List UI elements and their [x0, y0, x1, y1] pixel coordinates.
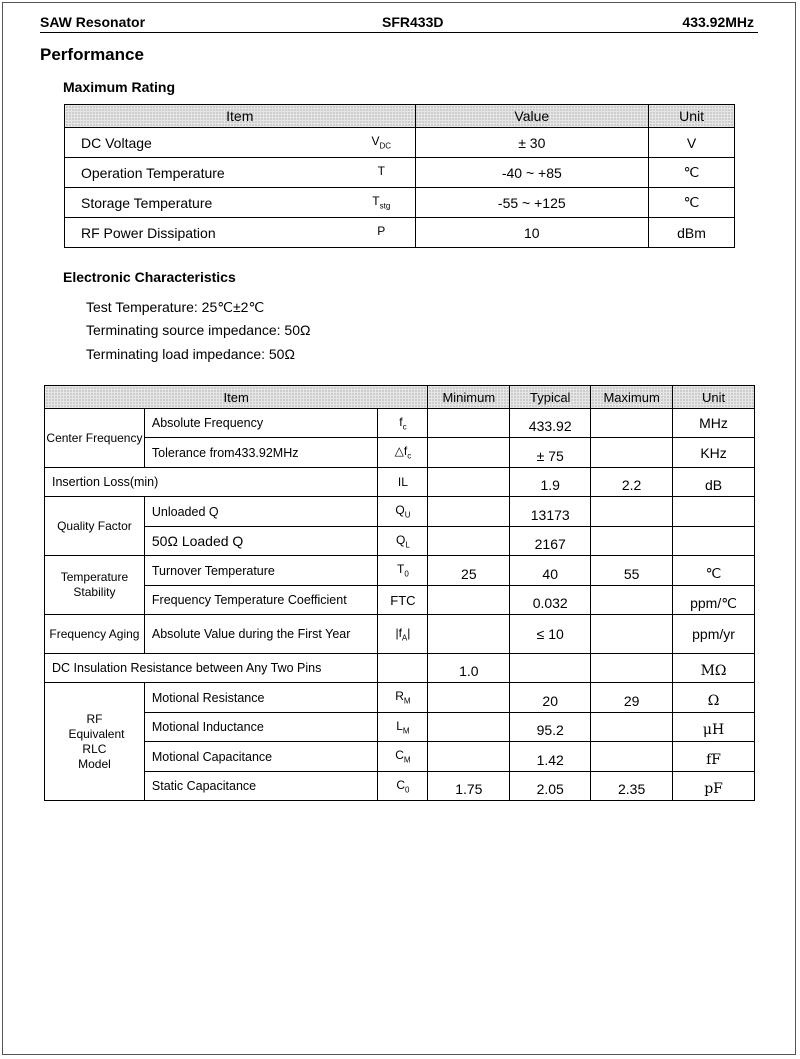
- table-row: [45, 654, 755, 683]
- max-rating-table: [64, 104, 735, 248]
- param-name: Motional Capacitance: [144, 742, 378, 772]
- min-value: [428, 497, 510, 527]
- param-name: Tolerance from433.92MHz: [144, 438, 378, 468]
- param-name: Insertion Loss(min): [45, 468, 378, 497]
- unit-value: [673, 527, 755, 556]
- typ-value: 95.2: [510, 713, 591, 742]
- rating-value: -55 ~ +125: [415, 188, 649, 218]
- max-value: [591, 586, 673, 615]
- param-name: Static Capacitance: [144, 772, 378, 801]
- typ-value: ± 75: [510, 438, 591, 468]
- table-row: [65, 188, 735, 218]
- rating-item: Operation Temperature: [65, 158, 349, 188]
- table-row: [65, 218, 735, 248]
- max-value: 2.35: [591, 772, 673, 801]
- unit-value: [673, 497, 755, 527]
- max-value: [591, 713, 673, 742]
- page-header: [40, 12, 758, 33]
- table-row: [45, 468, 755, 497]
- electronic-table: [44, 385, 755, 801]
- max-value: [591, 409, 673, 438]
- rating-item: Storage Temperature: [65, 188, 349, 218]
- table-row: [45, 527, 755, 556]
- typ-value: 1.42: [510, 742, 591, 772]
- rating-item: DC Voltage: [65, 128, 349, 158]
- min-value: [428, 713, 510, 742]
- rating-symbol: P: [348, 218, 415, 248]
- header-unit: Unit: [649, 105, 735, 128]
- rating-value: ± 30: [415, 128, 649, 158]
- unit-value: pF: [673, 772, 755, 801]
- typ-value: ≤ 10: [510, 615, 591, 654]
- unit-value: ppm/℃: [673, 586, 755, 615]
- param-name: Unloaded Q: [144, 497, 378, 527]
- max-value: [591, 438, 673, 468]
- table-row: [65, 158, 735, 188]
- param-symbol: $f_c$: [378, 409, 428, 438]
- rating-value: -40 ~ +85: [415, 158, 649, 188]
- rating-item: RF Power Dissipation: [65, 218, 349, 248]
- header-item: Item: [65, 105, 416, 128]
- header-max: Maximum: [591, 386, 673, 409]
- min-value: [428, 438, 510, 468]
- table-row: [45, 497, 755, 527]
- max-value: [591, 497, 673, 527]
- table-row: [45, 713, 755, 742]
- param-symbol: $Q_U$: [378, 497, 428, 527]
- param-symbol: $T_0$: [378, 556, 428, 586]
- max-rating-title: Maximum Rating: [63, 79, 176, 95]
- table-row: [45, 615, 755, 654]
- param-symbol: [378, 654, 428, 683]
- rating-value: 10: [415, 218, 649, 248]
- unit-value: Ω: [673, 683, 755, 713]
- table-row: [45, 772, 755, 801]
- group-label: Frequency Aging: [45, 615, 145, 654]
- min-value: 1.0: [428, 654, 510, 683]
- max-value: 29: [591, 683, 673, 713]
- max-value: 55: [591, 556, 673, 586]
- param-name: Turnover Temperature: [144, 556, 378, 586]
- rating-symbol: T: [348, 158, 415, 188]
- min-value: 25: [428, 556, 510, 586]
- min-value: [428, 527, 510, 556]
- group-label: Temperature Stability: [45, 556, 145, 615]
- typ-value: 1.9: [510, 468, 591, 497]
- param-name: Absolute Value during the First Year: [144, 615, 378, 654]
- typ-value: 433.92: [510, 409, 591, 438]
- unit-value: μH: [673, 713, 755, 742]
- rating-unit: ℃: [649, 158, 735, 188]
- unit-value: MΩ: [673, 654, 755, 683]
- max-value: 2.2: [591, 468, 673, 497]
- unit-value: MHz: [673, 409, 755, 438]
- max-value: [591, 654, 673, 683]
- param-symbol: FTC: [378, 586, 428, 615]
- max-value: [591, 742, 673, 772]
- table-row: [45, 586, 755, 615]
- table-row: [45, 742, 755, 772]
- min-value: [428, 683, 510, 713]
- max-value: [591, 615, 673, 654]
- typ-value: 2167: [510, 527, 591, 556]
- param-name: Motional Resistance: [144, 683, 378, 713]
- min-value: [428, 468, 510, 497]
- unit-value: ppm/yr: [673, 615, 755, 654]
- table-row: [45, 683, 755, 713]
- table-row: [45, 556, 755, 586]
- test-condition: Terminating load impedance: 50Ω: [86, 346, 295, 362]
- param-symbol: $C_M$: [378, 742, 428, 772]
- table-row: [45, 438, 755, 468]
- param-symbol: IL: [378, 468, 428, 497]
- param-name: DC Insulation Resistance between Any Two Pins: [45, 654, 378, 683]
- param-name: Frequency Temperature Coefficient: [144, 586, 378, 615]
- test-condition: Terminating source impedance: 50Ω: [86, 322, 311, 338]
- param-symbol: $L_M$: [378, 713, 428, 742]
- rating-unit: V: [649, 128, 735, 158]
- typ-value: [510, 654, 591, 683]
- param-symbol: $Q_L$: [378, 527, 428, 556]
- center-frequency-label: 433.92MHz: [682, 14, 754, 30]
- typ-value: 40: [510, 556, 591, 586]
- min-value: [428, 742, 510, 772]
- section-title: Performance: [40, 45, 144, 64]
- param-name: 50Ω Loaded Q: [144, 527, 378, 556]
- header-typ: Typical: [510, 386, 591, 409]
- rating-symbol: $T_{stg}$: [348, 188, 415, 218]
- min-value: [428, 409, 510, 438]
- unit-value: fF: [673, 742, 755, 772]
- rating-unit: dBm: [649, 218, 735, 248]
- test-condition: Test Temperature: 25℃±2℃: [86, 299, 265, 315]
- table-row: [45, 409, 755, 438]
- max-value: [591, 527, 673, 556]
- typ-value: 20: [510, 683, 591, 713]
- group-label: Center Frequency: [45, 409, 145, 468]
- header-value: Value: [415, 105, 649, 128]
- min-value: [428, 586, 510, 615]
- unit-value: KHz: [673, 438, 755, 468]
- typ-value: 2.05: [510, 772, 591, 801]
- typ-value: 0.032: [510, 586, 591, 615]
- param-symbol: $R_M$: [378, 683, 428, 713]
- product-type: SAW Resonator: [40, 14, 146, 30]
- param-name: Motional Inductance: [144, 713, 378, 742]
- rating-unit: ℃: [649, 188, 735, 218]
- param-symbol: $\triangle f_c$: [378, 438, 428, 468]
- unit-value: ℃: [673, 556, 755, 586]
- rating-symbol: $V_{DC}$: [348, 128, 415, 158]
- group-label: Quality Factor: [45, 497, 145, 556]
- model-number: SFR433D: [382, 14, 444, 30]
- param-name: Absolute Frequency: [144, 409, 378, 438]
- table-row: [65, 128, 735, 158]
- typ-value: 13173: [510, 497, 591, 527]
- min-value: 1.75: [428, 772, 510, 801]
- header-unit: Unit: [673, 386, 755, 409]
- unit-value: dB: [673, 468, 755, 497]
- header-item: Item: [45, 386, 428, 409]
- min-value: [428, 615, 510, 654]
- electronic-title: Electronic Characteristics: [63, 269, 236, 285]
- param-symbol: $C_0$: [378, 772, 428, 801]
- header-min: Minimum: [428, 386, 510, 409]
- param-symbol: $|f_A|$: [378, 615, 428, 654]
- group-label: RF Equivalent RLC Model: [45, 683, 145, 801]
